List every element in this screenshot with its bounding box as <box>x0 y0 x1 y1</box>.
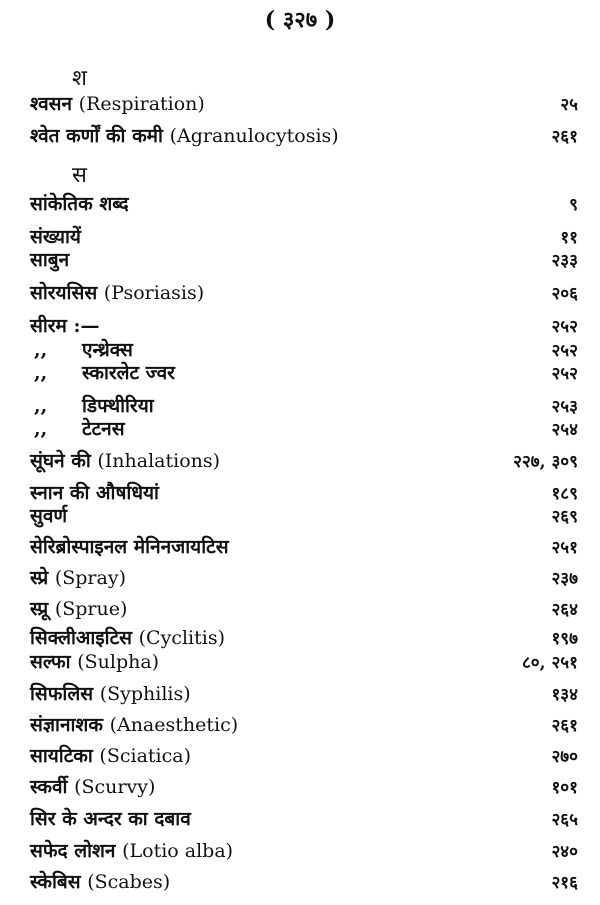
entry-term: श्वेत कर्णों की कमी (Agranulocytosis) <box>30 125 339 147</box>
entry-page: २५३ <box>551 396 578 417</box>
entry-page: २६५ <box>551 809 578 830</box>
entry-page: १०१ <box>551 777 578 798</box>
entry-page: २३७ <box>551 568 578 589</box>
entry-term: सोरयसिस (Psoriasis) <box>30 282 205 304</box>
index-entry <box>30 869 578 893</box>
index-entry <box>30 91 578 115</box>
index-entry <box>30 565 578 589</box>
entry-term: साबुन <box>30 249 70 271</box>
index-entry <box>30 838 578 862</box>
entry-page: २६१ <box>551 715 578 736</box>
index-entry <box>30 448 578 472</box>
entry-term: सिफलिस (Syphilis) <box>30 683 191 705</box>
index-entry <box>30 625 578 649</box>
entry-term: श्वसन (Respiration) <box>30 93 205 115</box>
entry-page: १९७ <box>551 628 578 649</box>
entry-page: २५१ <box>551 537 578 558</box>
entry-page: २२७, ३०९ <box>513 451 578 472</box>
entry-page: २५२ <box>551 316 578 337</box>
entry-term: ,, एन्थ्रेक्स <box>34 339 133 361</box>
index-subentry <box>30 337 578 361</box>
entry-term: ,, टेटनस <box>34 418 125 440</box>
ditto-mark: ,, <box>34 362 48 384</box>
entry-page: २६१ <box>551 126 578 147</box>
entry-page: २३३ <box>551 250 578 271</box>
page-number: ( ३२७ ) <box>264 7 336 33</box>
section-heading-sa: स <box>72 163 87 188</box>
entry-page: १८९ <box>551 483 578 504</box>
entry-term: सल्फा (Sulpha) <box>30 651 160 673</box>
ditto-mark: ,, <box>34 395 48 417</box>
entry-page: २७० <box>551 746 578 767</box>
index-subentry <box>30 360 578 384</box>
entry-page: २४० <box>551 841 578 862</box>
entry-term: स्नान की औषधियां <box>30 482 159 504</box>
entry-page: ९ <box>569 194 578 215</box>
entry-page: २०६ <box>551 283 578 304</box>
index-entry <box>30 191 578 215</box>
entry-term: स्प्रे (Spray) <box>30 567 126 589</box>
index-entry <box>30 280 578 304</box>
entry-page: २५२ <box>551 363 578 384</box>
entry-term: सीरम :— <box>30 315 100 337</box>
index-entry <box>30 313 578 337</box>
index-entry <box>30 596 578 620</box>
entry-term: सुवर्ण <box>30 505 68 527</box>
index-entry <box>30 681 578 705</box>
index-entry <box>30 503 578 527</box>
index-entry <box>30 649 578 673</box>
index-entry <box>30 743 578 767</box>
ditto-mark: ,, <box>34 339 48 361</box>
entry-term: स्प्रू (Sprue) <box>30 598 128 620</box>
index-entry <box>30 480 578 504</box>
entry-term: संख्यायें <box>30 226 81 248</box>
entry-term: स्केबिस (Scabes) <box>30 871 171 893</box>
entry-page: २६४ <box>551 599 578 620</box>
index-subentry <box>30 393 578 417</box>
entry-term: सायटिका (Sciatica) <box>30 745 191 767</box>
entry-term: सांकेतिक शब्द <box>30 193 129 215</box>
index-entry <box>30 712 578 736</box>
entry-page: ८०, २५१ <box>521 652 578 673</box>
entry-term: सिक्लीआइटिस (Cyclitis) <box>30 627 225 649</box>
entry-term: सिर के अन्दर का दबाव <box>30 808 191 830</box>
entry-term: संज्ञानाशक (Anaesthetic) <box>30 714 239 736</box>
index-subentry <box>30 416 578 440</box>
entry-page: ११ <box>560 227 578 248</box>
entry-term: सूंघने की (Inhalations) <box>30 450 221 472</box>
ditto-mark: ,, <box>34 418 48 440</box>
entry-page: २५ <box>560 94 578 115</box>
entry-term: स्कर्वी (Scurvy) <box>30 776 156 798</box>
entry-term: ,, डिफ्थीरिया <box>34 395 154 417</box>
section-heading-sha: श <box>72 66 87 91</box>
entry-page: २६९ <box>551 506 578 527</box>
index-entry <box>30 224 578 248</box>
entry-term: सफेद लोशन (Lotio alba) <box>30 840 234 862</box>
entry-page: २५४ <box>551 419 578 440</box>
index-entry <box>30 123 578 147</box>
entry-page: १३४ <box>551 684 578 705</box>
entry-term: ,, स्कारलेट ज्वर <box>34 362 175 384</box>
entry-page: २५२ <box>551 340 578 361</box>
index-entry <box>30 806 578 830</box>
entry-page: २१६ <box>551 872 578 893</box>
index-entry <box>30 247 578 271</box>
index-entry <box>30 774 578 798</box>
index-entry <box>30 534 578 558</box>
entry-term: सेरिब्रोस्पाइनल मेनिनजायटिस <box>30 536 229 558</box>
